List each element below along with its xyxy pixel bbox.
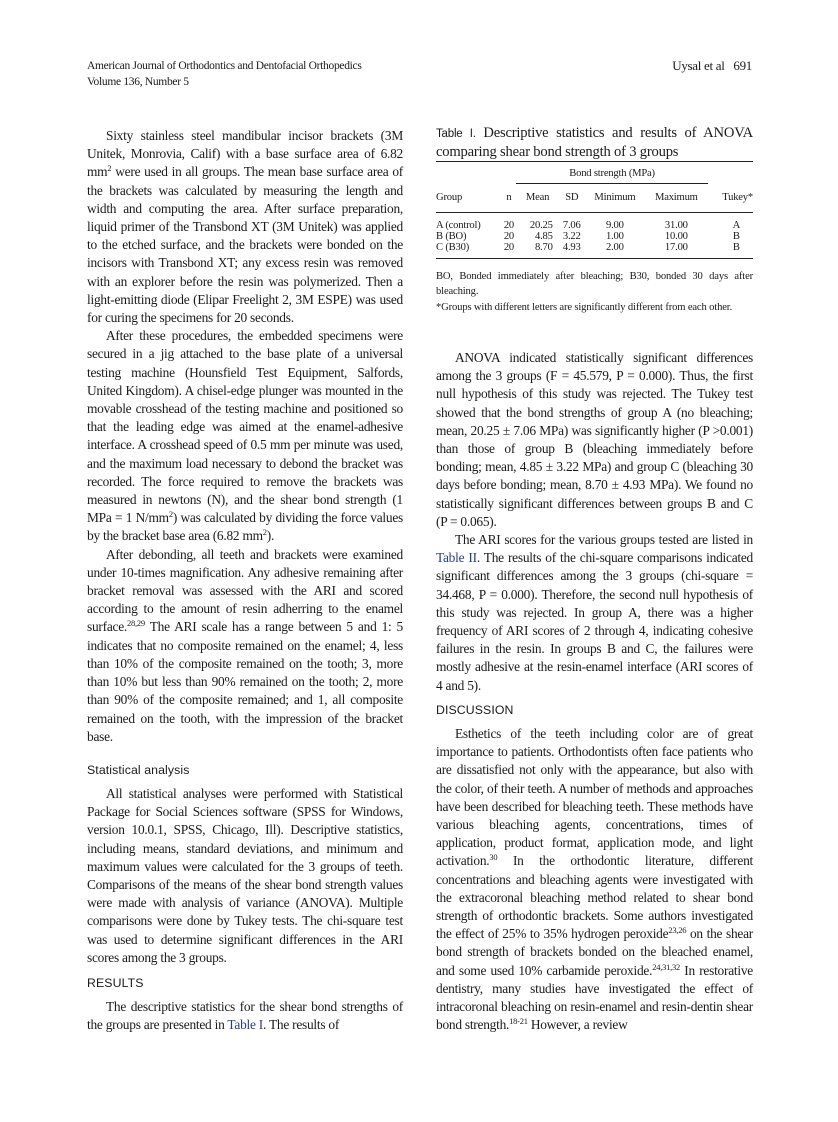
cell-sd: 7.06: [562, 219, 581, 231]
table-row: [436, 242, 753, 259]
col-maximum: Maximum: [654, 192, 698, 204]
cell-group: C (B30): [436, 241, 470, 253]
cell-n: 20: [503, 241, 515, 253]
citation-superscript: 30: [489, 852, 498, 863]
page-number: 691: [733, 58, 752, 73]
cell-min: 9.00: [606, 219, 624, 231]
col-n: n: [506, 192, 512, 203]
running-header: [87, 58, 362, 90]
paragraph: All statistical analyses were performed with Statistical Package for Social Sciences software (SPSS for Windows, version 10.0.1, SPSS, Chicago, Ill). Descriptive statistics, including means, standard deviations, and minimum and maximum values were calculated for the 3 groups of teeth. Comparisons of the means of the shear bond strength values were made with analysis of variance (ANOVA). Multiple comparisons were done by Tukey tests. The chi-square test was used to determine significant differences in the ARI scores among the 3 groups.: [87, 786, 403, 965]
cell-tukey: B: [732, 241, 740, 253]
discussion-text: [436, 725, 753, 1034]
paragraph: The descriptive statistics for the shear bond strengths of the groups are presented in Table I. The results of: [87, 999, 403, 1033]
cell-max: 10.00: [664, 230, 688, 242]
table-caption: [436, 124, 753, 161]
cell-max: 31.00: [664, 219, 688, 231]
table-caption-text: Descriptive statistics and results of ANOVA comparing shear bond strength of 3 groups: [436, 125, 753, 160]
col-sd: SD: [565, 192, 579, 204]
statistical-analysis-heading: Statistical analysis: [87, 763, 190, 777]
cell-mean: 8.70: [535, 241, 553, 253]
paragraph: ANOVA indicated statistically significant differences among the 3 groups (F = 45.579, P = 0.000). Thus, the first null hypothesis of this study was rejected. The Tukey test showed that the bond strengths of group A (no bleaching; mean, 20.25 ± 7.06 MPa) was significantly higher (P >0.001) than those of group B (bleaching immediately before bonding; mean, 4.85 ± 3.22 MPa) and group C (bleaching 30 days before bonding; mean, 8.70 ± 4.93 MPa). We found no statistically significant differences between groups B and C (P = 0.065).: [436, 350, 753, 529]
bond-strength-header: Bond strength (MPa): [516, 162, 707, 184]
cell-sd: 3.22: [562, 230, 581, 242]
cell-mean: 20.25: [529, 219, 553, 231]
citation-superscript: 2: [262, 527, 267, 538]
citation-superscript: 28,29: [127, 618, 145, 629]
cell-min: 1.00: [606, 230, 624, 242]
paragraph: Sixty stainless steel mandibular incisor brackets (3M Unitek, Monrovia, Calif) with a base surface area of 6.82 $mm^2$ were used in all groups. The mean base surface area of the brackets was calculated by measuring the length and width and computing the area. After surface preparation, liquid primer of the Transbond XT (3M Unitek) was applied to the etched surface, and the brackets were bonded on the incisors with Transbond XT; any excess resin was removed with an explorer before the resin was polymerized. Then a light-emitting diode (Elipar Freelight 2, 3M ESPE) was used for curing the specimens for 20 seconds.: [87, 128, 403, 326]
table-row: [436, 231, 753, 242]
paragraph: Esthetics of the teeth including color are of great importance to patients. Orthodontists often face patients who are dissatisfied not only with the appearance, but also with the color, of their teeth. A number of methods and approaches have been described for bleaching teeth. These methods have various bleaching agents, concentrations, times of application, product format, application mode, and light activation.$^{30}$ In the orthodontic literature, different concentrations and bleaching agents were investigated with the extracoronal bleaching method related to shear bond strength of orthodontic brackets. Some authors investigated the effect of 25% to 35% hydrogen peroxide$^{23,26}$ on the shear bond strength of brackets bonded on the bleached enamel, and some used 10% carbamide peroxide.$^{24,31,32}$ In restorative dentistry, many studies have investigated the effect of intracoronal bleaching on resin-enamel and resin-dentin shear bond strength.$^{18-21}$ However, a review: [436, 726, 753, 1033]
discussion-heading: DISCUSSION: [436, 703, 514, 717]
citation-superscript: 2: [168, 509, 173, 520]
col-mean: Mean: [525, 192, 550, 204]
cell-group: B (BO): [436, 230, 467, 242]
table-label: Table I.: [436, 128, 476, 140]
journal-name: American Journal of Orthodontics and Dentofacial Orthopedics: [87, 60, 362, 72]
paragraph: After debonding, all teeth and brackets were examined under 10-times magnification. Any adhesive remaining after bracket removal was assessed with the ARI and scored according to the amount of resin adherring to the enamel surface.$^{28,29}$ The ARI scale has a range between 5 and 1: 5 indicates that no composite remained on the enamel; 4, less than 10% of the composite remained on the tooth; 3, more than 10% but less than 90% remained on the tooth; 2, more than 90% of the composite remained; and 1, all composite remained on the tooth, with the impression of the bracket base.: [87, 546, 403, 744]
citation-superscript: 2: [107, 163, 112, 174]
cell-sd: 4.93: [562, 241, 581, 253]
methods-text: [87, 127, 403, 746]
statistical-analysis-text: [87, 785, 403, 967]
table-footnote: *Groups with different letters are significantly different from each other.: [436, 302, 733, 313]
table-reference-link[interactable]: Table II: [436, 550, 477, 566]
descriptive-statistics-table: [436, 161, 753, 259]
authors: Uysal et al: [672, 58, 725, 73]
journal-volume: Volume 136, Number 5: [87, 76, 189, 88]
page-header-right: [672, 58, 752, 74]
cell-n: 20: [503, 219, 515, 231]
citation-superscript: 24,31,32: [652, 961, 680, 972]
table-row: [436, 212, 753, 231]
citation-superscript: 23,26: [668, 925, 687, 936]
results-text-left: [87, 998, 403, 1034]
cell-group: A (control): [436, 219, 481, 231]
cell-n: 20: [503, 230, 515, 242]
col-group: Group: [436, 191, 463, 203]
col-tukey: Tukey*: [722, 192, 753, 203]
paragraph: After these procedures, the embedded specimens were secured in a jig attached to the base plate of a universal testing machine (Hounsfield Test Equipment, Salfords, United Kingdom). A chisel-edge plunger was mounted in the movable crosshead of the testing machine and positioned so that the leading edge was aimed at the enamel-adhesive interface. A crosshead speed of 0.5 mm per minute was used, and the maximum load necessary to debond the bracket was recorded. The force required to remove the brackets was measured in newtons (N), and the shear bond strength (1 MPa = 1 $N/mm^2$) was calculated by dividing the force values by the bracket base area (6.82 $mm^2$).: [87, 328, 403, 544]
table-footnotes: [436, 269, 753, 316]
citation-superscript: 18-21: [509, 1016, 528, 1027]
results-text-right: [436, 349, 753, 695]
table-reference-link[interactable]: Table I: [227, 1017, 263, 1033]
paragraph: The ARI scores for the various groups tested are listed in Table II. The results of the chi-square comparisons indicated significant differences among the 3 groups (chi-square = 34.468, P = 0.000). Therefore, the second null hypothesis of this study was rejected. In group A, there was a higher frequency of ARI scores of 2 through 4, indicating cohesive failures in the resin. In groups B and C, the failures were mostly adhesive at the resin-enamel interface (ARI scores of 4 and 5).: [436, 532, 753, 693]
cell-min: 2.00: [606, 241, 624, 253]
table-footnote: BO, Bonded immediately after bleaching; B30, bonded 30 days after bleaching.: [436, 271, 753, 297]
col-minimum: Minimum: [594, 192, 636, 204]
cell-tukey: A: [732, 219, 741, 231]
cell-tukey: B: [732, 230, 740, 242]
cell-max: 17.00: [664, 241, 688, 253]
results-heading: RESULTS: [87, 976, 144, 990]
cell-mean: 4.85: [535, 230, 553, 242]
